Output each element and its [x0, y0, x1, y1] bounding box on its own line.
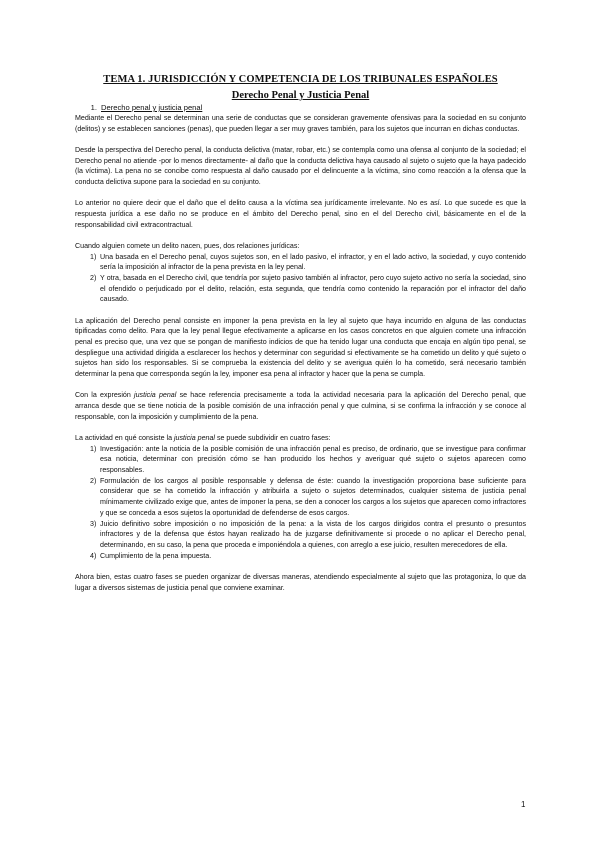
- list-item-number: 1): [90, 252, 97, 261]
- section-number: 1.: [90, 103, 97, 112]
- list-item-number: 2): [90, 273, 97, 282]
- list-item-text: Formulación de los cargos al posible responsable y defensa de éste: cuando la investigación proporciona base suficiente para considerar que se ha cometido la infracción y atribuirla a sujeto o sujetos determinados, cualquier sistema de justicia penal mínimamente civilizado exige que, antes de imponer la pena, se den a conocer los cargos a los sujetos que aparecen como infractores y que se conceda a esos sujetos la oportunidad de defenderse de esos cargos.: [100, 476, 526, 517]
- list-item-text: Una basada en el Derecho penal, cuyos sujetos son, en el lado pasivo, el infractor, y en el lado activo, la sociedad, y cuyo contenido sería la imposición al infractor de la pena prevista en la ley penal.: [100, 252, 526, 272]
- paragraph-2: Desde la perspectiva del Derecho penal, la conducta delictiva (matar, robar, etc.) se contempla como una ofensa al conjunto de la sociedad; el Derecho penal no atiende -por lo menos directamente- al daño que la conducta delictiva haya causado al sujeto o sujeto que la haya padecido (la víctima). La pena no se concibe como respuesta al daño causado por el delincuente a la víctima, sino como reacción a la ofensa que la conducta delictiva supone para la sociedad en su conjunto.: [75, 145, 526, 187]
- list-item-text: Investigación: ante la noticia de la posible comisión de una infracción penal es preciso, de ordinario, que se investigue para confirmar esa noticia, determinar con precisión cómo se han producido los hechos y averiguar qué sujeto o sujetos aparecen como responsables.: [100, 444, 526, 474]
- list-item-text: Juicio definitivo sobre imposición o no imposición de la pena: a la vista de los cargos dirigidos contra el presunto o presuntos infractores y de la defensa que éstos hayan realizado ha de juzgarse definitivamente si procede o no aplicar el Derecho penal, determinando, en su caso, la pena que proceda e imponiéndola a quienes, con arreglo a ese juicio, resulten merecedores de ella.: [100, 519, 526, 549]
- list-item: [75, 551, 526, 562]
- list-item-text: Y otra, basada en el Derecho civil, que tendría por sujeto pasivo también al infractor, pero cuyo sujeto activo no sería la sociedad, sino el ofendido o perjudicado por el delito, relación, esta segunda, que tendría como contenido la reparación por el infractor del daño causado.: [100, 273, 526, 304]
- list-item: [75, 444, 526, 476]
- paragraph-7-text-b: se puede subdividir en cuatro fases:: [215, 433, 331, 442]
- paragraph-6-text-b: se hace referencia precisamente a toda la actividad necesaria para la aplicación del Derecho penal, que arranca desde que se tiene noticia de la posible comisión de una infracción penal y que culmina, si se confirma la infracción y se conoce al responsable, con la imposición y cumplimiento de la pena.: [75, 391, 526, 421]
- paragraph-6: [75, 390, 526, 422]
- paragraph-6-emphasis: justicia penal: [134, 391, 177, 400]
- list-item: [75, 252, 526, 273]
- section-title: Derecho penal y justicia penal: [101, 103, 203, 112]
- paragraph-3: Lo anterior no quiere decir que el daño que el delito causa a la víctima sea jurídicamente irrelevante. No es así. Lo que sucede es que la respuesta jurídica a ese daño no se produce en el ámbito del Derecho penal, sino en el del Derecho civil, básicamente en el de la responsabilidad civil extracontractual.: [75, 199, 526, 229]
- list-item: [75, 519, 526, 551]
- paragraph-6-text-a: Con la expresión: [75, 391, 135, 400]
- page-content: [75, 74, 526, 593]
- list-item: [75, 273, 526, 305]
- list-item-text: Cumplimiento de la pena impuesta.: [100, 551, 212, 560]
- section-heading: [75, 103, 526, 113]
- paragraph-5: La aplicación del Derecho penal consiste en imponer la pena prevista en la ley al sujeto que haya incurrido en alguna de las conductas tipificadas como delito. Para que la ley penal llegue efectivamente a aplicarse en los casos concretos en que alguien comete una infracción penal es preciso que, una vez que se pongan de manifiesto indicios de que ha tenido lugar una conducta que encaja en algún tipo penal, se despliegue una actividad dirigida a esclarecer los hechos y determinar con seguridad si efectivamente se ha cometido un delito y qué sujeto o sujetos han sido los responsables. Si se comprueba la existencia del delito y se averigua quién lo ha cometido, será necesario también determinar la pena que corresponda según la ley, imponer esa pena al infractor y hacer que la pena se cumpla.: [75, 316, 526, 379]
- list-item: [75, 476, 526, 519]
- relations-list: [75, 252, 526, 306]
- paragraph-4: Cuando alguien comete un delito nacen, pues, dos relaciones jurídicas:: [75, 241, 300, 250]
- paragraph-7-emphasis: justicia penal: [173, 433, 215, 442]
- page-number: 1: [521, 800, 526, 809]
- paragraph-1: Mediante el Derecho penal se determinan una serie de conductas que se consideran gravemente ofensivas para la sociedad en su conjunto (delitos) y se establecen sanciones (penas), que pueden llegar a ser muy graves también, para los sujetos que incurran en dichas conductas.: [75, 114, 526, 133]
- phases-list: [75, 444, 526, 562]
- list-item-number: 1): [90, 444, 97, 453]
- document-subtitle: Derecho Penal y Justicia Penal: [231, 90, 370, 101]
- list-item-number: 4): [90, 551, 97, 560]
- paragraph-8: Ahora bien, estas cuatro fases se pueden organizar de diversas maneras, atendiendo especialmente al sujeto que las protagoniza, lo que da lugar a diversos sistemas de justicia penal que conviene examinar.: [75, 572, 526, 592]
- document-title: TEMA 1. JURISDICCIÓN Y COMPETENCIA DE LOS TRIBUNALES ESPAÑOLES: [103, 74, 498, 85]
- list-item-number: 3): [90, 519, 97, 528]
- paragraph-7-text-a: La actividad en qué consiste la: [75, 433, 174, 442]
- paragraph-7: [75, 433, 526, 444]
- list-item-number: 2): [90, 476, 97, 485]
